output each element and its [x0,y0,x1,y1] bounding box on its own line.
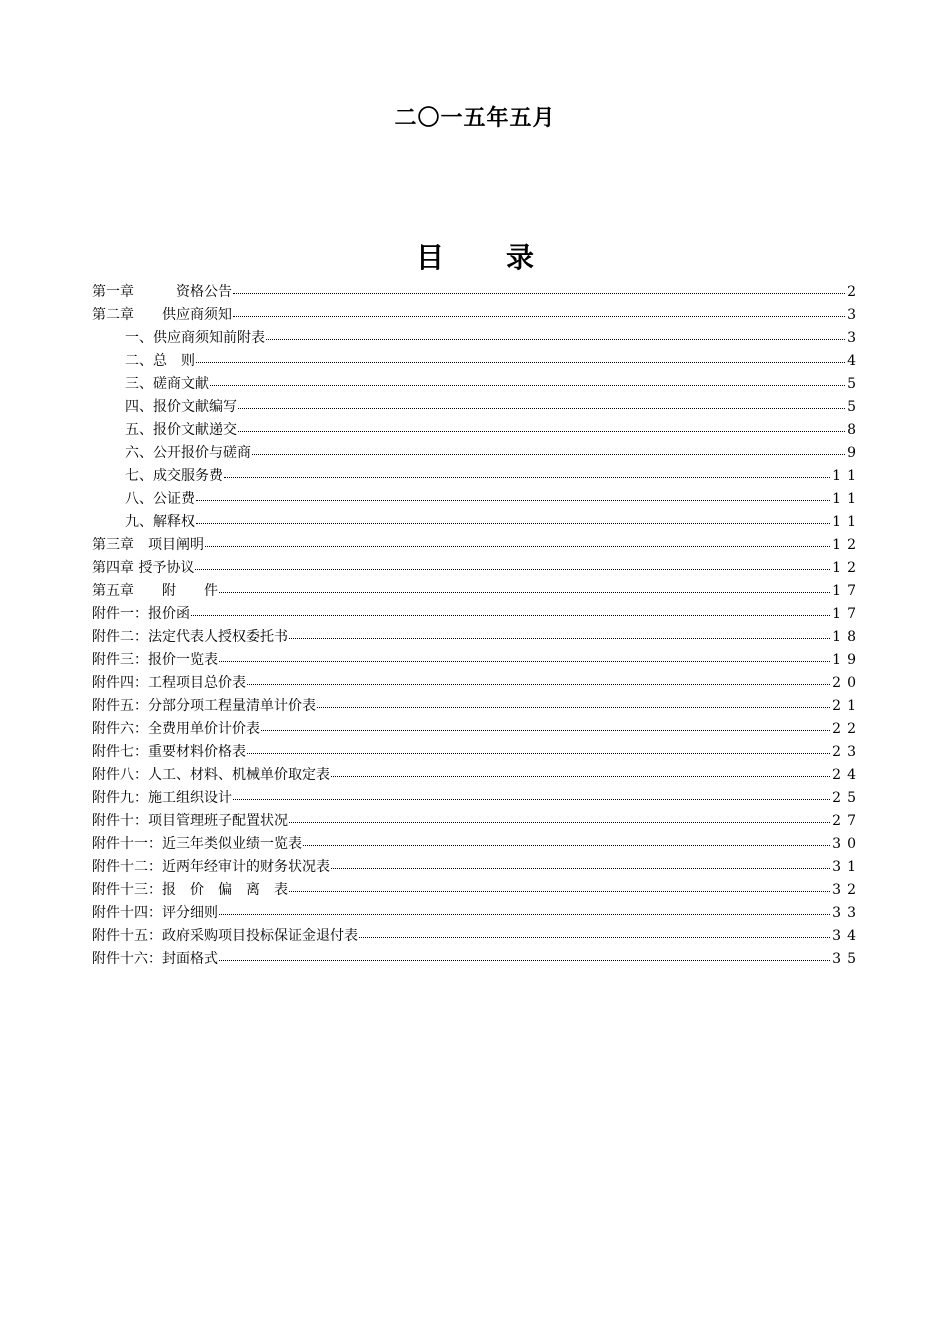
toc-entry[interactable] [92,350,862,373]
toc-heading [0,240,950,276]
toc-entry[interactable] [92,373,862,396]
toc-dot-leader [331,776,830,777]
toc-dot-leader [247,684,830,685]
toc-entry-label: 二、总 则 [125,353,195,369]
toc-entry-label: 附件九：施工组织设计 [92,790,232,806]
toc-entry[interactable] [92,810,862,833]
toc-entry-label: 附件五：分部分项工程量清单计价表 [92,698,316,714]
toc-entry-label: 附件十六：封面格式 [92,951,218,967]
toc-entry-label: 附件七：重要材料价格表 [92,744,246,760]
toc-dot-leader [191,615,830,616]
toc-entry[interactable] [92,695,862,718]
toc-entry-label: 四、报价文献编写 [125,399,237,415]
toc-entry-label: 附件十三：报 价 偏 离 表 [92,882,288,898]
toc-entry-label: 八、公证费 [125,491,195,507]
toc-entry[interactable] [92,787,862,810]
toc-entry[interactable] [92,511,862,534]
toc-dot-leader [233,293,845,294]
toc-entry-page: 17 [832,606,862,622]
toc-entry[interactable] [92,580,862,603]
toc-entry-label: 五、报价文献递交 [125,422,237,438]
toc-entry-page: 3 [847,307,862,323]
toc-dot-leader [233,316,845,317]
toc-dot-leader [289,822,830,823]
toc-entry-label: 附件十一：近三年类似业绩一览表 [92,836,302,852]
toc-entry-label: 第一章 资格公告 [92,284,232,300]
toc-dot-leader [238,431,845,432]
toc-entry-page: 33 [832,905,862,921]
toc-dot-leader [219,960,830,961]
toc-dot-leader [289,638,830,639]
toc-entry-page: 24 [832,767,862,783]
toc-dot-leader [247,753,830,754]
toc-heading-right: 录 [506,241,535,274]
toc-entry[interactable] [92,603,862,626]
toc-entry-label: 附件十五：政府采购项目投标保证金退付表 [92,928,358,944]
toc-entry-page: 34 [832,928,862,944]
toc-entry-page: 30 [832,836,862,852]
document-date: 二〇一五年五月 [394,105,556,131]
toc-dot-leader [331,868,830,869]
toc-dot-leader [317,707,830,708]
toc-entry-page: 21 [832,698,862,714]
toc-entry[interactable] [92,396,862,419]
toc-entry[interactable] [92,741,862,764]
toc-entry-label: 三、磋商文献 [125,376,209,392]
toc-entry[interactable] [92,649,862,672]
toc-entry-label: 附件十四：评分细则 [92,905,218,921]
toc-entry-label: 附件六：全费用单价计价表 [92,721,260,737]
toc-entry[interactable] [92,442,862,465]
table-of-contents [92,281,862,971]
toc-entry[interactable] [92,902,862,925]
toc-entry[interactable] [92,327,862,350]
toc-entry-label: 附件十二：近两年经审计的财务状况表 [92,859,330,875]
toc-dot-leader [359,937,830,938]
toc-entry-label: 六、公开报价与磋商 [125,445,251,461]
toc-entry-page: 23 [832,744,862,760]
toc-dot-leader [196,523,830,524]
toc-entry-page: 8 [847,422,862,438]
toc-entry[interactable] [92,281,862,304]
toc-entry[interactable] [92,925,862,948]
toc-dot-leader [196,362,845,363]
toc-entry-page: 5 [847,399,862,415]
toc-entry-page: 20 [832,675,862,691]
toc-entry-page: 9 [847,445,862,461]
toc-entry-page: 2 [847,284,862,300]
toc-entry[interactable] [92,718,862,741]
toc-entry-page: 12 [832,560,862,576]
toc-entry-label: 九、解释权 [125,514,195,530]
toc-entry-page: 25 [832,790,862,806]
toc-dot-leader [195,569,830,570]
toc-entry-label: 附件十：项目管理班子配置状况 [92,813,288,829]
toc-entry[interactable] [92,534,862,557]
toc-entry-label: 附件二：法定代表人授权委托书 [92,629,288,645]
toc-entry[interactable] [92,488,862,511]
toc-entry-page: 11 [832,514,862,530]
toc-entry-label: 附件一：报价函 [92,606,190,622]
toc-dot-leader [224,477,830,478]
toc-dot-leader [219,914,830,915]
toc-dot-leader [205,546,830,547]
toc-dot-leader [219,661,830,662]
toc-entry-page: 32 [832,882,862,898]
toc-dot-leader [252,454,845,455]
toc-entry[interactable] [92,419,862,442]
toc-entry[interactable] [92,557,862,580]
toc-entry-label: 第二章 供应商须知 [92,307,232,323]
toc-entry-page: 27 [832,813,862,829]
toc-dot-leader [196,500,830,501]
toc-entry-page: 19 [832,652,862,668]
toc-entry-page: 11 [832,468,862,484]
toc-entry-page: 18 [832,629,862,645]
toc-entry-label: 第四章 授予协议 [92,560,195,576]
toc-entry[interactable] [92,672,862,695]
toc-entry-page: 12 [832,537,862,553]
toc-dot-leader [219,592,830,593]
toc-entry-page: 4 [847,353,862,369]
toc-entry-label: 七、成交服务费 [125,468,223,484]
toc-entry[interactable] [92,879,862,902]
toc-entry[interactable] [92,948,862,971]
toc-dot-leader [233,799,830,800]
toc-entry-label: 第五章 附 件 [92,583,218,599]
toc-entry[interactable] [92,465,862,488]
toc-entry-page: 3 [847,330,862,346]
toc-heading-left: 目 [415,241,444,274]
toc-entry[interactable] [92,304,862,327]
toc-entry[interactable] [92,764,862,787]
toc-entry[interactable] [92,833,862,856]
toc-entry-page: 35 [832,951,862,967]
toc-entry-label: 第三章 项目阐明 [92,537,204,553]
toc-dot-leader [289,891,830,892]
toc-entry-label: 附件四：工程项目总价表 [92,675,246,691]
toc-entry-page: 17 [832,583,862,599]
toc-dot-leader [238,408,845,409]
toc-dot-leader [266,339,845,340]
toc-entry-page: 31 [832,859,862,875]
toc-entry-page: 22 [832,721,862,737]
toc-entry[interactable] [92,856,862,879]
toc-entry[interactable] [92,626,862,649]
toc-entry-label: 一、供应商须知前附表 [125,330,265,346]
toc-dot-leader [261,730,830,731]
toc-entry-page: 11 [832,491,862,507]
toc-entry-label: 附件三：报价一览表 [92,652,218,668]
toc-entry-page: 5 [847,376,862,392]
toc-dot-leader [303,845,830,846]
toc-dot-leader [210,385,845,386]
toc-entry-label: 附件八：人工、材料、机械单价取定表 [92,767,330,783]
